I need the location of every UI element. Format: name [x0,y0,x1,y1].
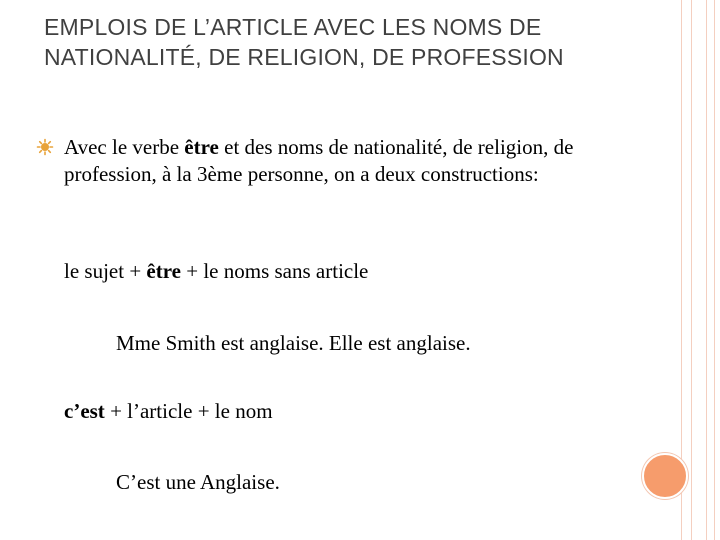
rule2-bold: c’est [64,399,105,423]
bullet-text-post: et des noms de nationalité, de religion, de profession, à la 3ème personne, on a deux constructions: [64,135,574,186]
example-line-1: Mme Smith est anglaise. Elle est anglaise. [116,331,471,355]
bullet-text [64,134,636,188]
bullet-paragraph [36,134,636,188]
bullet-text-pre: Avec le verbe [64,135,185,159]
slide-body [36,134,636,188]
slide-title: EMPLOIS DE L’ARTICLE AVEC LES NOMS DE NATIONALITÉ, DE RELIGION, DE PROFESSION [44,14,564,70]
rule-line-2 [64,399,273,424]
example-line-2: C’est une Anglaise. [116,470,280,494]
sun-bullet-icon [36,138,54,156]
rule-line-1 [64,259,368,284]
rule1-post: + le noms sans article [181,259,369,283]
rule2-post: + l’article + le nom [104,399,273,423]
decorative-circle [642,453,688,499]
bullet-text-bold: être [184,135,219,159]
decorative-border-line [714,0,715,540]
decorative-border-line [691,0,692,540]
rule1-bold: être [146,259,181,283]
rule1-pre: le sujet + [64,259,147,283]
decorative-border-line [706,0,707,540]
